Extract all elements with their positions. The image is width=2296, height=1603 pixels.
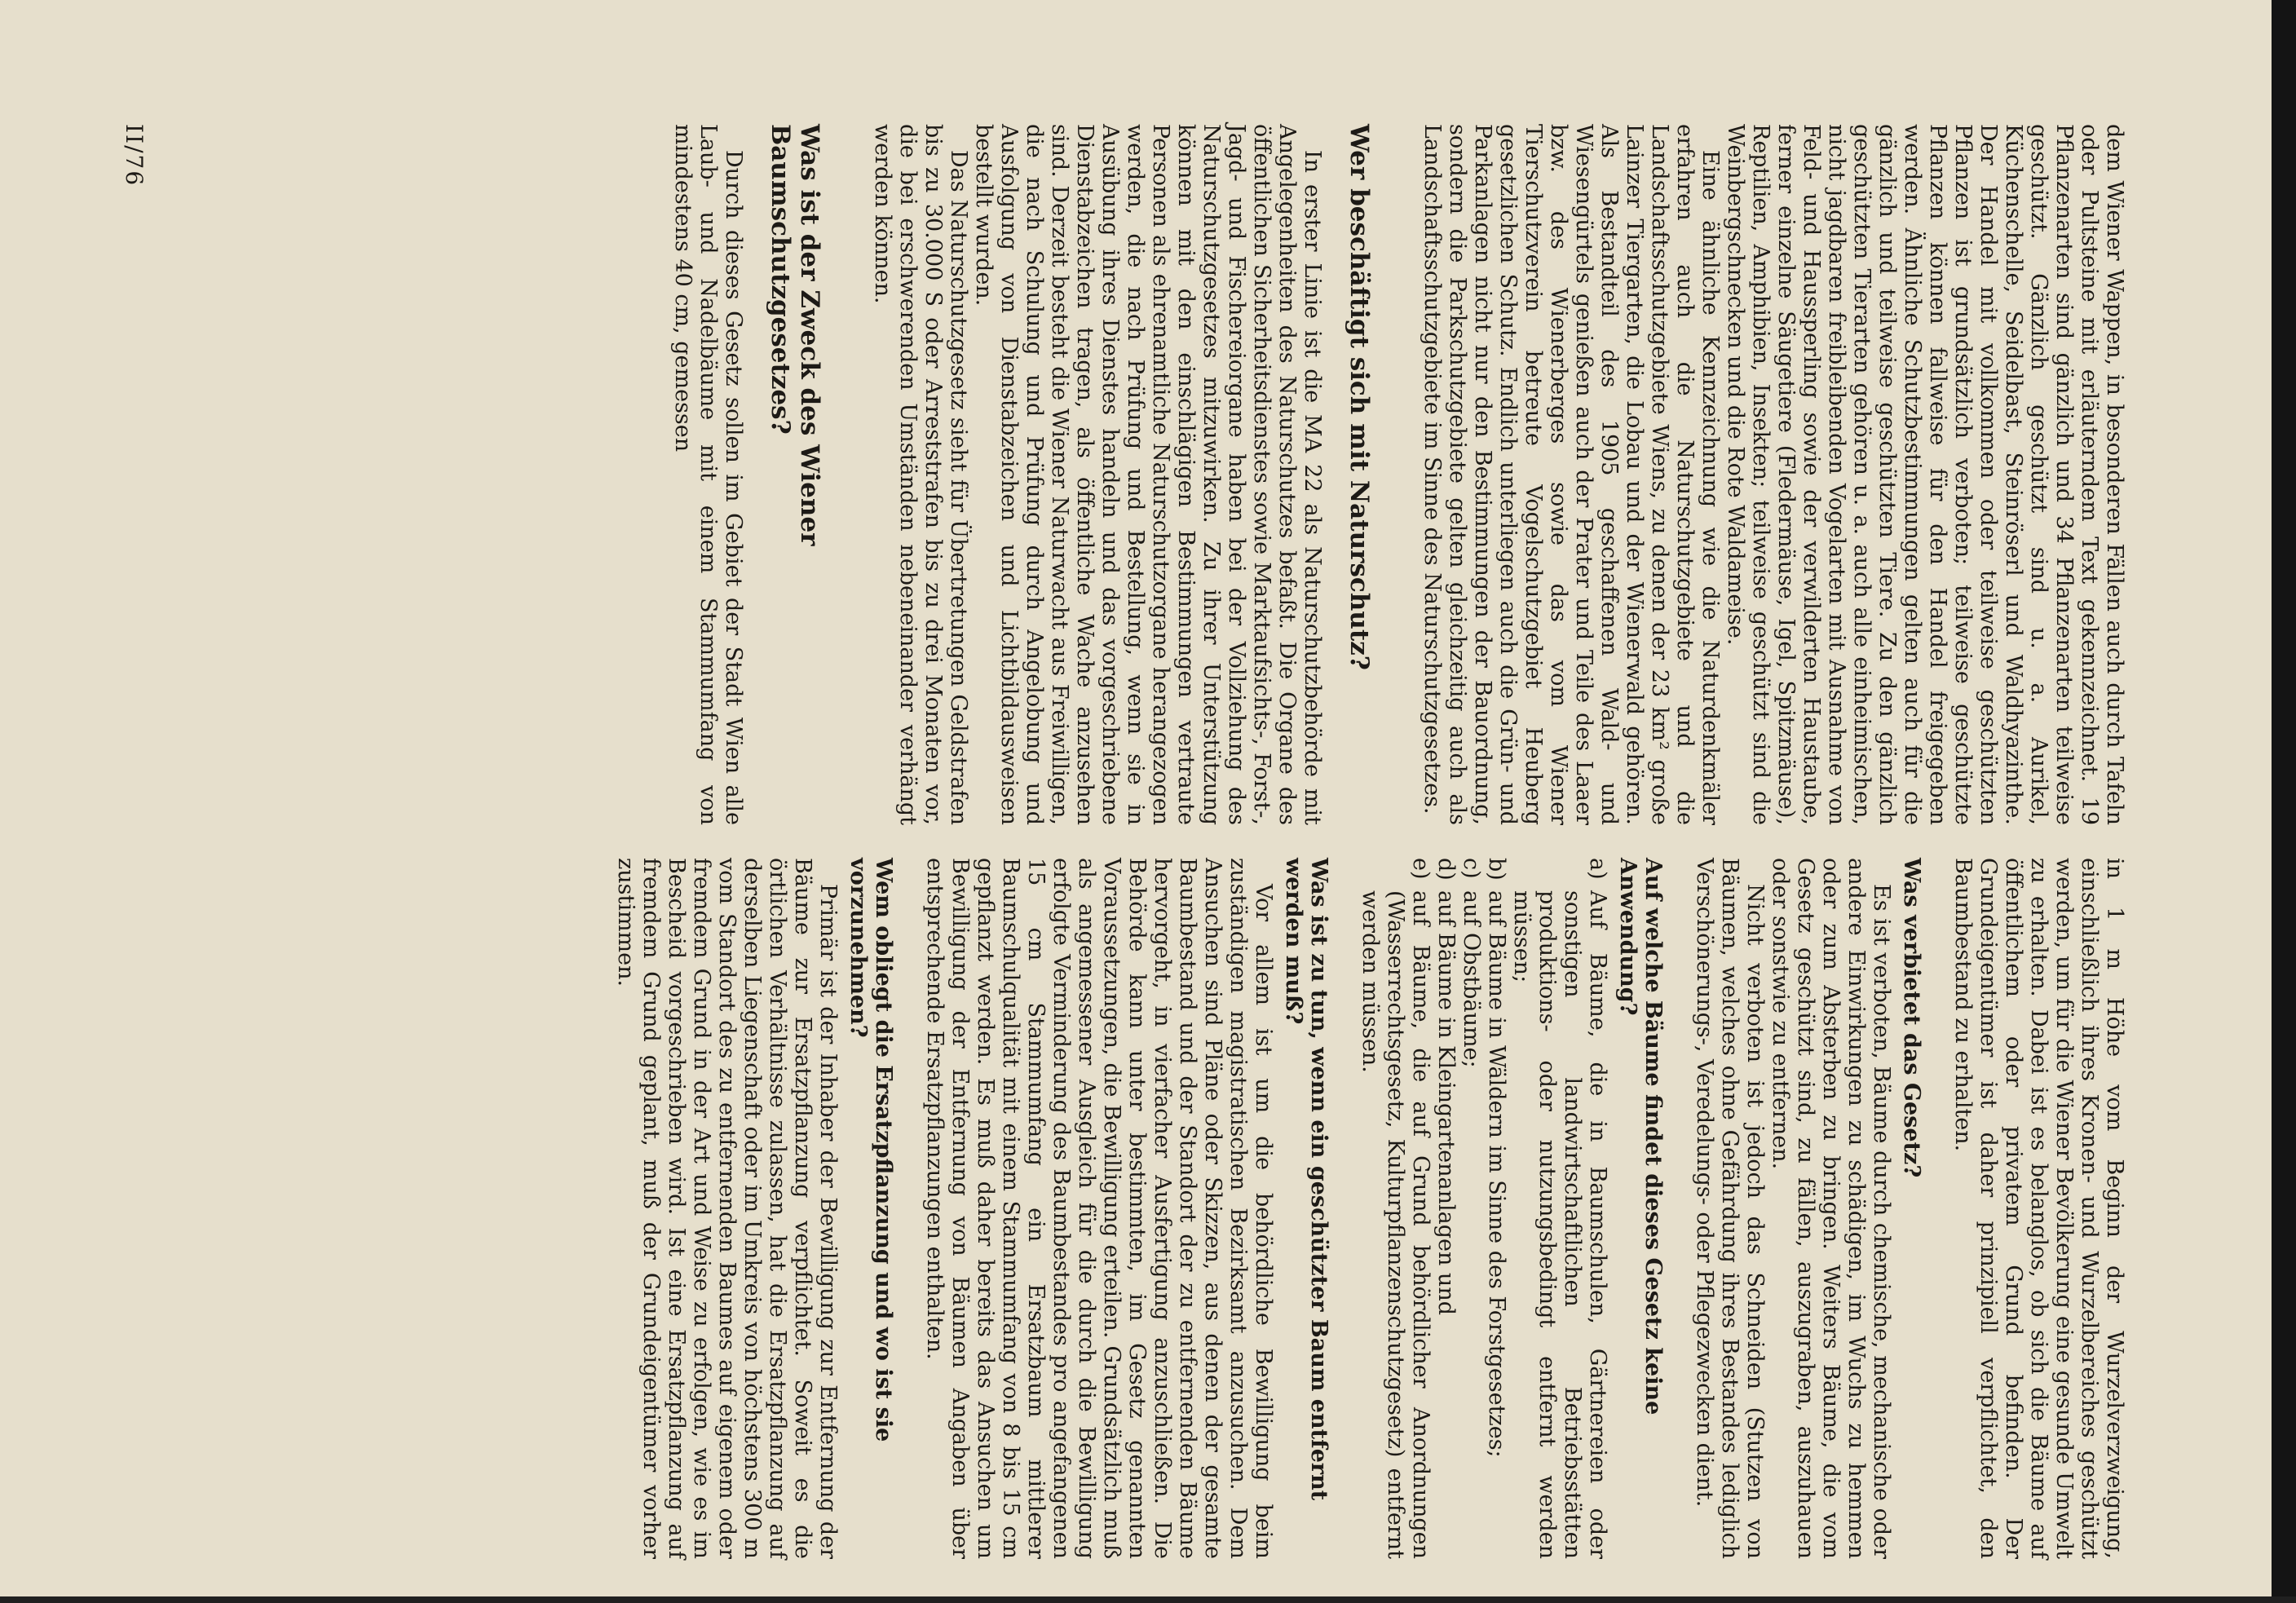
section-heading: Auf welche Bäume findet dieses Gesetz keine Anwendung? (1615, 858, 1666, 1415)
list-item-text: auf Bäume, die auf Grund behördlicher Anordnungen (Wasserrechtsgesetz, Kulturpflanzenschutzgesetz) entfernt werden müssen. (1358, 890, 1433, 1559)
paragraph: Primär ist der Inhaber der Bewilligung zur Entfernung der Bäume zur Ersatzpflanzung verpflichtet. Soweit es die örtlichen Verhältnisse zulassen, hat die Ersatzpflanzung auf derselben Liegenschaft oder im Umkreis von höchstens 300 m vom Standort des zu entfernenden Baumes auf eigenem oder fremdem Grund in der Art und Weise zu erfolgen, wie es im Bescheid vorgeschrieben wird. Ist eine Ersatzpflanzung auf fremdem Grund geplant, muß der Grundeigentümer vorher zustimmen. (613, 858, 841, 1559)
list-item (1358, 858, 1433, 1559)
list-marker: e) (1408, 858, 1433, 880)
paragraph: in 1 m Höhe vom Beginn der Wurzelverzweigung, einschließlich ihres Kronen- und Wurzelbereiches geschützt werden, um für die Wiener Bevölkerung eine gesunde Umwelt zu erhalten. Dabei ist es belanglos, ob sich die Bäume auf öffentlichem oder privatem Grund befinden. Der Grundeigentümer ist daher prinzipiell verpflichtet, den Baumbestand zu erhalten. (1950, 858, 2127, 1559)
list-item (1433, 858, 1459, 1559)
paragraph: In erster Linie ist die MA 22 als Naturschutzbehörde mit Angelegenheiten des Naturschutzes befaßt. Die Organe des öffentlichen Sicherheitsdienstes sowie Marktaufsichts-, Forst-, Jagd- und Fischereiorgane haben bei der Vollziehung des Naturschutzgesetzes mitzuwirken. Zu ihrer Unterstützung können mit den einschlägigen Bestimmungen vertraute Personen als ehrenamtliche Naturschutzorgane herangezogen werden, die nach Prüfung und Bestellung, wenn sie in Ausübung ihres Dienstes handeln und das vorgeschriebene Dienstabzeichen tragen, als öffentliche Wache anzusehen sind. Derzeit besteht die Wiener Naturwacht aus Freiwilligen, die nach Schulung und Prüfung durch Angelobung und Ausfolgung von Dienstabzeichen und Lichtbildausweisen bestellt wurden. (971, 124, 1325, 825)
list-marker: d) (1433, 858, 1459, 881)
paragraph: Vor allem ist um die behördliche Bewilligung beim zuständigen magistratischen Bezirksamt anzusuchen. Dem Ansuchen sind Pläne oder Skizzen, aus denen der gesamte Baumbestand und der Standort der zu entfernenden Bäume hervorgeht, in vierfacher Ausfertigung anzuschließen. Die Behörde kann unter bestimmten, im Gesetz genannten Voraussetzungen, die Bewilligung erteilen. Grundsätzlich muß als angemessener Ausgleich für die durch die Bewilligung erfolgte Verminderung des Baumbestandes pro angefangenen 15 cm Stammumfang ein Ersatzbaum mittlerer Baumschulqualität mit einem Stammumfang von 8 bis 15 cm gepflanzt werden. Es muß daher bereits das Ansuchen um Bewilligung der Entfernung von Bäumen Angaben über entsprechende Ersatzpflanzungen enthalten. (922, 858, 1276, 1559)
list-item-text: Auf Bäume, die in Baumschulen, Gärtnereien oder sonstigen landwirtschaftlichen Betriebsstätten produktions- oder nutzungsbedingt entfernt werden müssen; (1509, 890, 1610, 1559)
section-heading: Was ist zu tun, wenn ein geschützter Baum entfernt werden muß? (1281, 858, 1331, 1501)
paragraph: dem Wiener Wappen, in besonderen Fällen auch durch Tafeln oder Pultsteine mit erläuterndem Text gekennzeichnet. 19 Pflanzenarten sind gänzlich und 34 Pflanzenarten teilweise geschützt. Gänzlich geschützt sind u. a. Aurikel, Küchenschelle, Seidelbast, Steinröserl und Waldhyazinthe. Der Handel mit vollkommen oder teilweise geschützten Pflanzen ist grundsätzlich verboten; teilweise geschützte Pflanzen können fallweise für den Handel freigegeben werden. Ähnliche Schutzbestimmungen gelten auch für die gänzlich und teilweise geschützten Tiere. Zu den gänzlich geschützten Tierarten gehören u. a. auch alle einheimischen, nicht jagdbaren freibleibenden Vogelarten mit Ausnahme von Feld- und Haussperling sowie der verwilderten Haustaube, ferner einzelne Säugetiere (Fledermäuse, Igel, Spitzmäuse), Reptilien, Amphibien, Insekten; teilweise geschützt sind die Weinbergschnecken und die Rote Waldameise. (1723, 124, 2127, 825)
list-item (1459, 858, 1484, 1559)
list-item (1484, 858, 1509, 1559)
paragraph: Nicht verboten ist jedoch das Schneiden (Stutzen von Bäumen, welches ohne Gefährdung ihres Bestandes lediglich Verschönerungs-, Veredelungs- oder Pflegezwecken dient. (1692, 858, 1768, 1559)
paragraph: Es ist verboten, Bäume durch chemische, mechanische oder andere Einwirkungen zu schädigen, im Wuchs zu hemmen oder zum Absterben zu bringen. Weiters Bäume, die vom Gesetz geschützt sind, zu fällen, auszugraben, auszuhauen oder sonstwie zu entfernen. (1768, 858, 1894, 1559)
list-marker: c) (1459, 858, 1484, 879)
exception-list (1358, 858, 1610, 1559)
section-heading: Was verbietet das Gesetz? (1899, 858, 1924, 1178)
paragraph: Eine ähnliche Kennzeichnung wie die Naturdenkmäler erfahren auch die Naturschutzgebiete und die Landschaftsschutzgebiete Wiens, zu denen der 23 km² große Lainzer Tiergarten, die Lobau und der Wienerwald gehören. Als Bestandteil des 1905 geschaffenen Wald- und Wiesengürtels genießen auch der Prater und Teile des Laaer bzw. des Wienerberges sowie das vom Wiener Tierschutzverein betreute Vogelschutzgebiet Heuberg gesetzlichen Schutz. Endlich unterliegen auch die Grün- und Parkanlagen nicht nur den Bestimmungen der Bauordnung, sondern die Parkschutzgebiete gelten gleichzeitig auch als Landschaftsschutzgebiete im Sinne des Naturschutzgesetzes. (1420, 124, 1723, 825)
list-item-text: auf Bäume in Wäldern im Sinne des Forstgesetzes; (1484, 890, 1509, 1458)
scanner-edge (2272, 0, 2296, 1603)
scanner-bottom-edge (0, 1596, 2296, 1603)
left-column (670, 124, 2127, 825)
list-marker: a) (1585, 858, 1610, 880)
list-item (1509, 858, 1610, 1559)
section-heading: Wem obliegt die Ersatzpflanzung und wo ist sie vorzunehmen? (846, 858, 896, 1442)
list-item-text: auf Obstbäume; (1459, 890, 1484, 1068)
page-number: II/76 (121, 124, 148, 188)
list-item-text: auf Bäume in Kleingartenanlagen und (1433, 890, 1459, 1315)
section-heading: Wer beschäftigt sich mit Naturschutz? (1344, 124, 1374, 670)
list-marker: b) (1484, 858, 1509, 881)
rotated-document-page (38, 42, 2225, 1561)
paragraph: Das Naturschutzgesetz sieht für Übertretungen Geldstrafen bis zu 30.000 S oder Arreststrafen bis zu drei Monaten vor, die bei erschwerenden Umständen nebeneinander verhängt werden können. (870, 124, 971, 825)
right-column (613, 858, 2127, 1559)
paragraph: Durch dieses Gesetz sollen im Gebiet der Stadt Wien alle Laub- und Nadelbäume mit einem Stammumfang von mindestens 40 cm, gemessen (670, 124, 746, 825)
section-heading: Was ist der Zweck des Wiener Baumschutzgesetzes? (766, 124, 824, 546)
